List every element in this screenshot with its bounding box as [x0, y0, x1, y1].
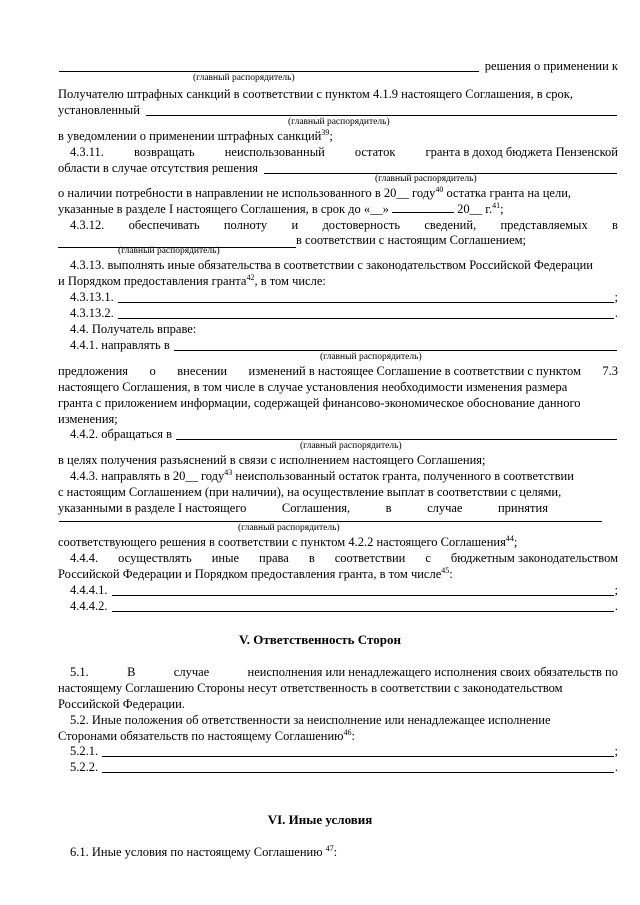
blank-field[interactable]: [118, 291, 614, 303]
field-note: (главный распорядитель): [300, 441, 402, 451]
field-note: (главный распорядитель): [193, 73, 295, 83]
text-line: и Порядком предоставления гранта$^{42}$, в том числе:: [58, 272, 326, 288]
text-line: настоящему Соглашению Стороны несут ответственность в соответствии с законодательством: [58, 681, 563, 695]
field-note: (главный распорядитель): [288, 117, 390, 127]
item-4-4-4: 4.4.4. осуществлять иные права в соответствии с бюджетным законодательством: [70, 551, 618, 565]
blank-field[interactable]: [174, 339, 617, 351]
text-line: изменения;: [58, 412, 118, 426]
text-line: Сторонами обязательств по настоящему Соглашению$^{46}$:: [58, 727, 355, 743]
text-line: Российской Федерации и Порядком предоставления гранта, в том числе$^{45}$:: [58, 565, 453, 581]
item-4-3-13-1: 4.3.13.1. ;: [70, 290, 618, 304]
field-note: (главный распорядитель): [320, 352, 422, 362]
item-4-4-2: 4.4.2. обращаться в: [58, 426, 618, 442]
text: установленный: [58, 103, 140, 117]
field-note: (главный распорядитель): [375, 174, 477, 184]
item-5-2-1: 5.2.1. ;: [70, 744, 618, 758]
text-line: в уведомлении о применении штрафных санкций$^{39}$;: [58, 127, 333, 143]
blank-field[interactable]: [176, 428, 617, 440]
footnote-ref: 44: [505, 533, 514, 543]
item-4-3-12: 4.3.12. обеспечивать полноту и достоверность сведений, представляемых в: [70, 218, 618, 232]
blank-field[interactable]: [59, 60, 479, 72]
line-decision: [58, 58, 618, 74]
text-line: предложения о внесении изменений в настоящее Соглашение в соответствии с пунктом 7.3: [58, 364, 618, 378]
text-line: 4.4. Получатель вправе:: [70, 322, 197, 336]
footnote-ref: 46: [343, 727, 352, 737]
text-line: настоящего Соглашения, в том числе в случае установления необходимости изменения размера: [58, 380, 568, 394]
text-line: 4.4.3. направлять в 20__ году$^{43}$ неиспользованный остаток гранта, полученного в соответствии: [70, 467, 574, 483]
line-in-accordance: в соответствии с настоящим Соглашением;: [58, 232, 618, 248]
text-line: гранта с приложением информации, содержащей финансово-экономическое обоснование данного: [58, 396, 581, 410]
text-line: о наличии потребности в направлении не использованного в 20__ году$^{40}$ остатка гранта на цели,: [58, 184, 572, 200]
item-4-3-11: 4.3.11. возвращать неиспользованный остаток гранта в доход бюджета Пензенской: [70, 145, 618, 159]
item-5-1: 5.1. В случае неисполнения или ненадлежащего исполнения своих обязательств по: [70, 665, 618, 679]
blank-field[interactable]: [118, 307, 614, 319]
footnote-ref: 39: [321, 127, 330, 137]
blank-field[interactable]: [59, 510, 602, 522]
footnote-ref: 45: [441, 565, 450, 575]
blank-field[interactable]: [102, 761, 614, 773]
footnote-ref: 42: [246, 272, 255, 282]
text-line: Получателю штрафных санкций в соответствии с пунктом 4.1.9 настоящего Соглашения, в срок,: [58, 87, 573, 101]
footnote-ref: 47: [325, 843, 334, 853]
footnote-ref: 41: [492, 200, 501, 210]
text-line: указанные в разделе I настоящего Соглашения, в срок до «__» 20__ г.$^{41}$;: [58, 200, 504, 216]
blank-field[interactable]: [112, 600, 614, 612]
section-heading-6: VI. Иные условия: [267, 812, 373, 827]
text-line: с настоящим Соглашением (при наличии), на осуществление выплат в соответствии с целями,: [58, 485, 562, 499]
item-4-3-13-2: 4.3.13.2. .: [70, 306, 618, 320]
footnote-ref: 43: [224, 467, 233, 477]
blank-field[interactable]: [146, 104, 617, 116]
field-note: (главный распорядитель): [238, 523, 340, 533]
text-line: 5.2. Иные положения об ответственности за неисполнение или ненадлежащее исполнение: [70, 713, 551, 727]
item-5-2-2: 5.2.2. .: [70, 760, 618, 774]
item-4-4-1: 4.4.1. направлять в: [58, 337, 618, 353]
line-no-decision: области в случае отсутствия решения: [58, 160, 618, 176]
text-line: указанными в разделе I настоящего Соглашения, в случае принятия: [58, 501, 548, 515]
text-line: 6.1. Иные условия по настоящему Соглашению $^{47}$:: [70, 843, 338, 859]
blank-field[interactable]: [392, 201, 454, 213]
item-4-4-4-1: 4.4.4.1. ;: [70, 583, 618, 597]
text-line: Российской Федерации.: [58, 697, 185, 711]
text: решения о применении к: [484, 59, 618, 73]
blank-field[interactable]: [112, 584, 614, 596]
field-note: (главный распорядитель): [118, 246, 220, 256]
footnote-ref: 40: [435, 184, 444, 194]
blank-field[interactable]: [102, 745, 613, 757]
text-line: 4.3.13. выполнять иные обязательства в соответствии с законодательством Российской Федерации: [70, 258, 593, 272]
section-heading-5: V. Ответственность Сторон: [239, 632, 401, 647]
text-line: в целях получения разъяснений в связи с исполнением настоящего Соглашения;: [58, 453, 486, 467]
item-4-4-4-2: 4.4.4.2. .: [70, 599, 618, 613]
text-line: соответствующего решения в соответствии с пунктом 4.2.2 настоящего Соглашения$^{44}$;: [58, 533, 518, 549]
